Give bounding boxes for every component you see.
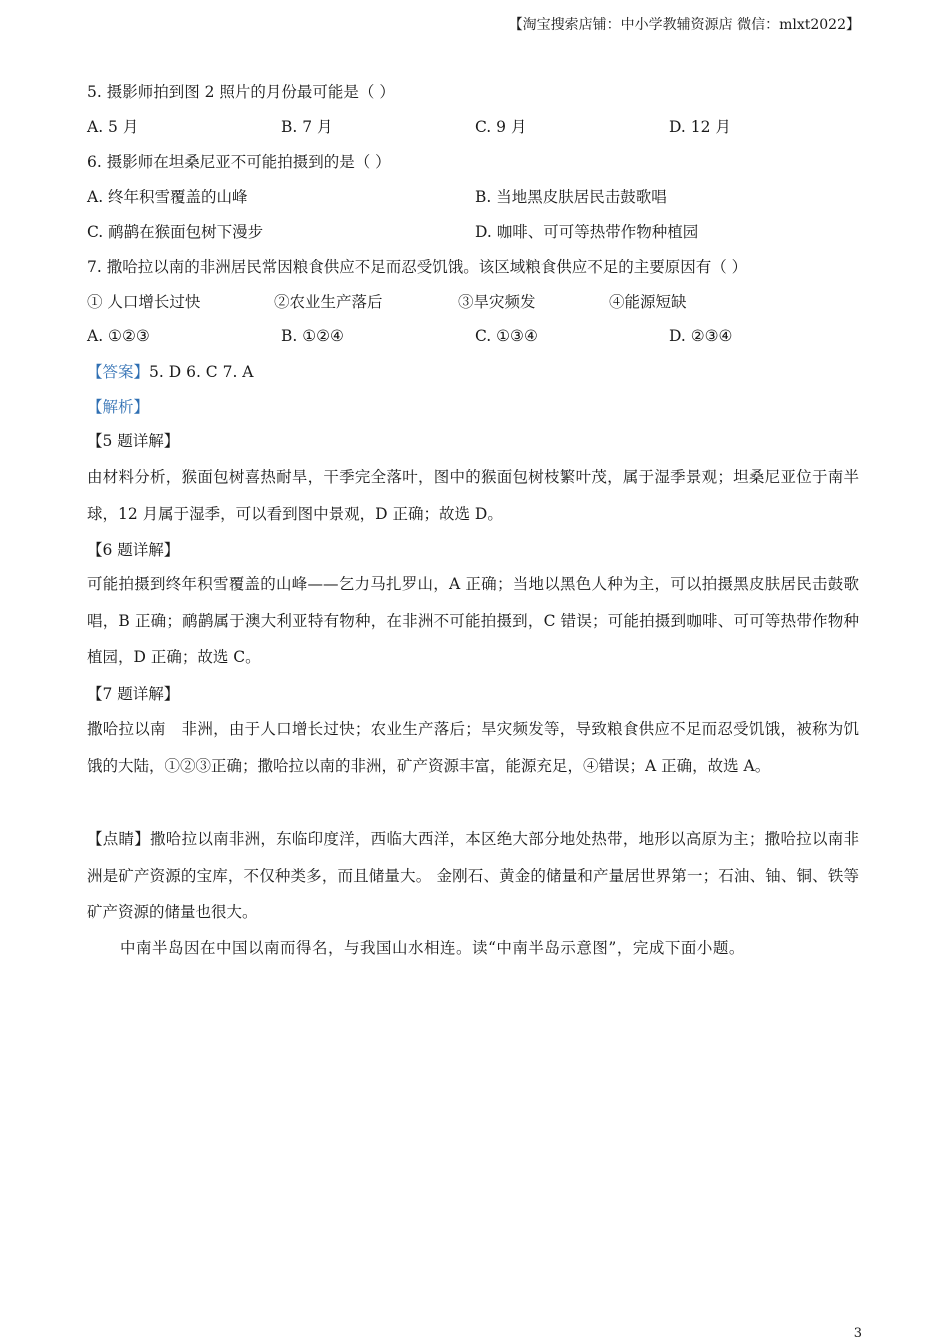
q5-option-d: D. 12 月 xyxy=(669,118,731,136)
q7-option-b: B. ①②④ xyxy=(281,327,344,345)
q7-option-a: A. ①②③ xyxy=(87,327,150,345)
detail-6-text: 可能拍摄到终年积雪覆盖的山峰——乞力马扎罗山，A 正确；当地以黑色人种为主，可以拍摄黑皮肤居民击鼓歌唱，B 正确；鸸鹋属于澳大利亚特有物种，在非洲不可能拍摄到，C 错误；可能拍摄到咖啡、可可等热带作物种植园，D 正确；故选 C。 xyxy=(87,575,859,666)
analysis-label: 【解析】 xyxy=(87,398,150,416)
page-number: 3 xyxy=(853,1326,862,1341)
q7-factor-3: ③旱灾频发 xyxy=(458,293,536,311)
q7-factor-2: ②农业生产落后 xyxy=(274,293,383,311)
q5-option-b: B. 7 月 xyxy=(281,118,333,136)
q6-option-b: B. 当地黑皮肤居民击鼓歌唱 xyxy=(475,188,667,206)
q7-factor-1: ① 人口增长过快 xyxy=(87,293,201,311)
tip-label: 【点睛】 xyxy=(87,830,151,848)
q5-option-c: C. 9 月 xyxy=(475,118,527,136)
answer-text: 5. D 6. C 7. A xyxy=(149,363,254,381)
page-header: 【淘宝搜索店铺：中小学教辅资源店 微信：mlxt2022】 xyxy=(508,17,860,33)
q7-factor-4: ④能源短缺 xyxy=(609,293,687,311)
detail-5-text: 由材料分析，猴面包树喜热耐旱，干季完全落叶，图中的猴面包树枝繁叶茂，属于湿季景观；坦桑尼亚位于南半球，12 月属于湿季，可以看到图中景观，D 正确；故选 D。 xyxy=(87,468,859,523)
detail-7-text: 撒哈拉以南 非洲，由于人口增长过快；农业生产落后；旱灾频发等，导致粮食供应不足而忍受饥饿，被称为饥饿的大陆，①②③正确；撒哈拉以南的非洲，矿产资源丰富，能源充足，④错误；A 正确，故选 A。 xyxy=(87,720,859,775)
q6-option-a: A. 终年积雪覆盖的山峰 xyxy=(87,188,248,206)
detail-7-title: 【7 题详解】 xyxy=(87,685,180,703)
detail-6-title: 【6 题详解】 xyxy=(87,541,180,559)
answer-line xyxy=(87,362,254,382)
tip-paragraph xyxy=(87,821,859,931)
answer-label: 【答案】 xyxy=(87,363,150,381)
question-5-stem: 5. 摄影师拍到图 2 照片的月份最可能是（ ） xyxy=(87,83,395,101)
q7-option-c: C. ①③④ xyxy=(475,327,538,345)
q6-option-c: C. 鸸鹋在猴面包树下漫步 xyxy=(87,223,264,241)
detail-5-title: 【5 题详解】 xyxy=(87,432,180,450)
question-6-stem: 6. 摄影师在坦桑尼亚不可能拍摄到的是（ ） xyxy=(87,153,391,171)
question-7-stem: 7. 撒哈拉以南的非洲居民常因粮食供应不足而忍受饥饿。该区域粮食供应不足的主要原因有（ ） xyxy=(87,258,748,276)
q6-option-d: D. 咖啡、可可等热带作物种植园 xyxy=(475,223,699,241)
tip-text: 撒哈拉以南非洲，东临印度洋，西临大西洋，本区绝大部分地处热带，地形以高原为主；撒哈拉以南非洲是矿产资源的宝库，不仅种类多，而且储量大。 金刚石、黄金的储量和产量居世界第一；石油、铀、铜、铁等矿产资源的储量也很大。 xyxy=(87,830,859,921)
section-intro: 中南半岛因在中国以南而得名，与我国山水相连。读“中南半岛示意图”，完成下面小题。 xyxy=(120,939,745,957)
q7-option-d: D. ②③④ xyxy=(669,327,733,345)
q5-option-a: A. 5 月 xyxy=(87,118,139,136)
